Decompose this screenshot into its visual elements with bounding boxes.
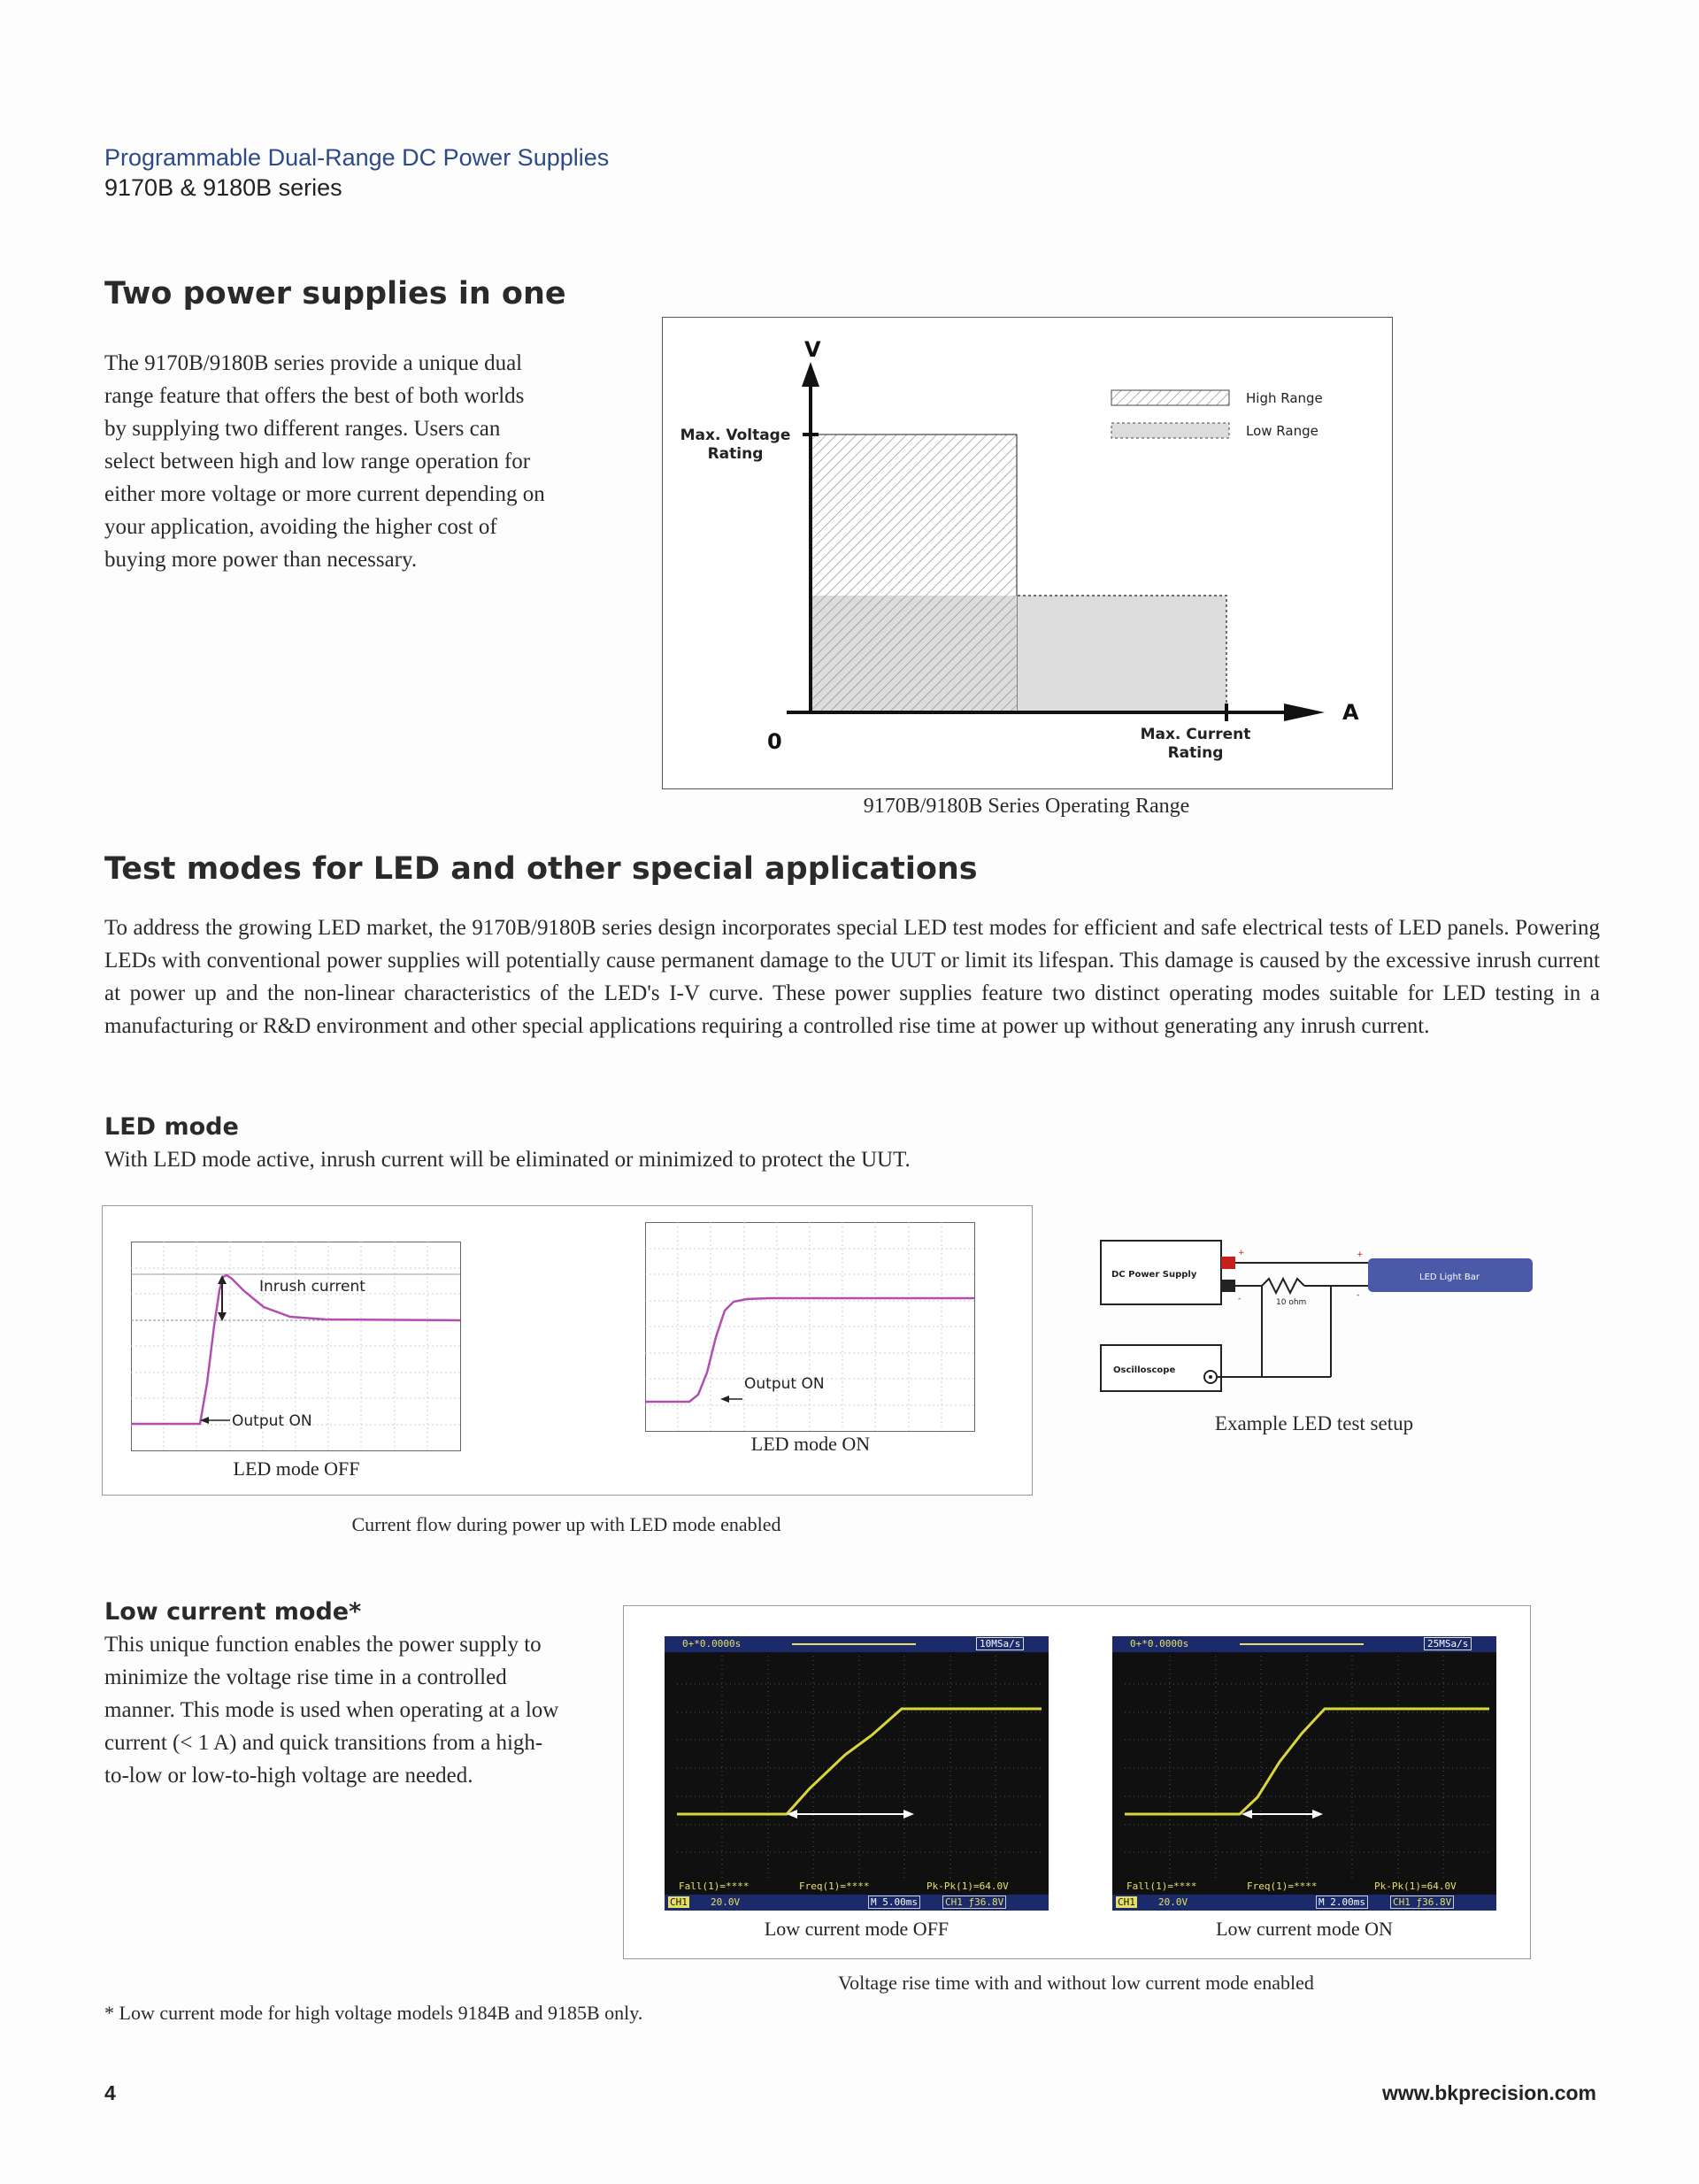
document-title: Programmable Dual-Range DC Power Supplies — [104, 144, 610, 171]
scope-on-time: 0+*0.0000s — [1130, 1638, 1189, 1650]
led-test-setup-caption: Example LED test setup — [1214, 1412, 1414, 1434]
low-current-plots-frame — [623, 1605, 1531, 1959]
scope-on-freq: Freq(1)=**** — [1247, 1880, 1318, 1892]
svg-text:+: + — [1238, 1249, 1245, 1257]
scope-on-trigger: CH1 ƒ36.8V — [1390, 1896, 1454, 1909]
low-current-mode-heading: Low current mode* — [104, 1598, 362, 1626]
scope-off-volt-div: 20.0V — [711, 1896, 741, 1908]
max-current-label-2: Rating — [1167, 744, 1224, 762]
oscilloscope-label: Oscilloscope — [1113, 1365, 1176, 1375]
scope-off-pkpk: Pk-Pk(1)=64.0V — [926, 1880, 1009, 1892]
scope-screen-off — [665, 1636, 1049, 1911]
footer-url-link[interactable]: www.bkprecision.com — [1382, 2081, 1596, 2104]
max-voltage-label-2: Rating — [707, 445, 764, 463]
legend-swatch-high — [1111, 390, 1229, 405]
scope-on-fall: Fall(1)=**** — [1126, 1880, 1197, 1892]
led-mode-figure-caption: Current flow during power up with LED mode enabled — [351, 1513, 781, 1535]
led-mode-off-plot — [131, 1242, 462, 1452]
led-mode-on-caption: LED mode ON — [750, 1433, 871, 1455]
scope-off-caption: Low current mode OFF — [764, 1918, 949, 1940]
legend-label-high: High Range — [1246, 390, 1323, 406]
svg-text:-: - — [1238, 1295, 1242, 1303]
scope-off-ch1: CH1 — [670, 1896, 688, 1908]
scope-off-time: 0+*0.0000s — [682, 1638, 742, 1650]
footnote: * Low current mode for high voltage models 9184B and 9185B only. — [104, 2002, 643, 2024]
scope-off-fall: Fall(1)=**** — [679, 1880, 750, 1892]
scope-off-rate: 10MSa/s — [976, 1637, 1024, 1650]
scope-off-trigger: CH1 ƒ36.8V — [942, 1896, 1006, 1909]
led-mode-plots-frame — [102, 1205, 1033, 1496]
document-subtitle: 9170B & 9180B series — [104, 174, 342, 201]
scope-off-freq: Freq(1)=**** — [799, 1880, 870, 1892]
origin-label: 0 — [767, 729, 782, 754]
operating-range-caption: 9170B/9180B Series Operating Range — [863, 795, 1190, 818]
section-paragraph-test-modes: To address the growing LED market, the 9170B/9180B series design incorporates special LED test modes for efficient and safe electrical tests of LED panels. Powering LEDs with conventional power supplies will potentially cause permanent damage to the UUT or limit its lifespan. This damage is caused by the excessive inrush current at power up and the non-linear characteristics of the LED's I-V curve. These power supplies feature two distinct operating modes suitable for LED testing in a manufacturing or R&D environment and other special applications requiring a controlled rise time at power up without generating any inrush current. — [104, 916, 1600, 1038]
led-mode-heading: LED mode — [104, 1113, 239, 1141]
scope-off-trace — [677, 1709, 1042, 1814]
low-current-mode-text: This unique function enables the power supply to minimize the voltage rise time in a controlled manner. This mode is used when operating at a low current (< 1 A) and quick transitions from a high-to-low or low-to-high voltage are needed. — [104, 1633, 559, 1788]
output-on-annotation-on: Output ON — [744, 1375, 825, 1393]
low-current-figure-caption: Voltage rise time with and without low current mode enabled — [838, 1972, 1314, 1994]
section-paragraph-two-supplies: The 9170B/9180B series provide a unique dual range feature that offers the best of both worlds by supplying two different ranges. Users can select between high and low range operation for either more voltage or more current depending on your application, avoiding the higher cost of buying more power than necessary. — [104, 351, 545, 572]
led-mode-text: With LED mode active, inrush current will be eliminated or minimized to protect the UUT. — [104, 1148, 911, 1172]
dc-power-supply-label: DC Power Supply — [1111, 1270, 1197, 1280]
legend-label-low: Low Range — [1246, 423, 1318, 439]
section-heading-two-supplies: Two power supplies in one — [104, 276, 566, 311]
y-axis-letter: V — [804, 337, 821, 362]
scope-off-time-div: M 5.00ms — [868, 1896, 920, 1909]
operating-range-chart — [662, 317, 1393, 789]
max-current-label: Max. Current — [1140, 726, 1251, 743]
resistor-label: 10 ohm — [1276, 1298, 1307, 1307]
x-axis-letter: A — [1342, 700, 1359, 725]
output-on-annotation-off: Output ON — [232, 1412, 312, 1430]
scope-on-trace — [1125, 1709, 1489, 1814]
scope-on-volt-div: 20.0V — [1158, 1896, 1188, 1908]
scope-on-time-div: M 2.00ms — [1316, 1896, 1368, 1909]
max-voltage-label: Max. Voltage — [680, 427, 791, 444]
led-mode-off-caption: LED mode OFF — [233, 1457, 360, 1480]
scope-on-pkpk: Pk-Pk(1)=64.0V — [1374, 1880, 1457, 1892]
led-test-setup-diagram — [1094, 1230, 1536, 1398]
scope-on-ch1: CH1 — [1118, 1896, 1135, 1908]
scope-screen-on — [1112, 1636, 1496, 1911]
led-mode-on-plot — [645, 1222, 976, 1433]
section-heading-test-modes: Test modes for LED and other special applications — [104, 851, 978, 887]
led-light-bar-label: LED Light Bar — [1419, 1273, 1480, 1282]
svg-text:-: - — [1357, 1291, 1360, 1300]
svg-text:+: + — [1357, 1250, 1364, 1259]
legend-swatch-low — [1111, 423, 1229, 438]
page-number: 4 — [104, 2081, 116, 2104]
scope-on-rate: 25MSa/s — [1424, 1637, 1472, 1650]
scope-on-caption: Low current mode ON — [1216, 1918, 1393, 1940]
inrush-current-annotation: Inrush current — [259, 1278, 365, 1296]
